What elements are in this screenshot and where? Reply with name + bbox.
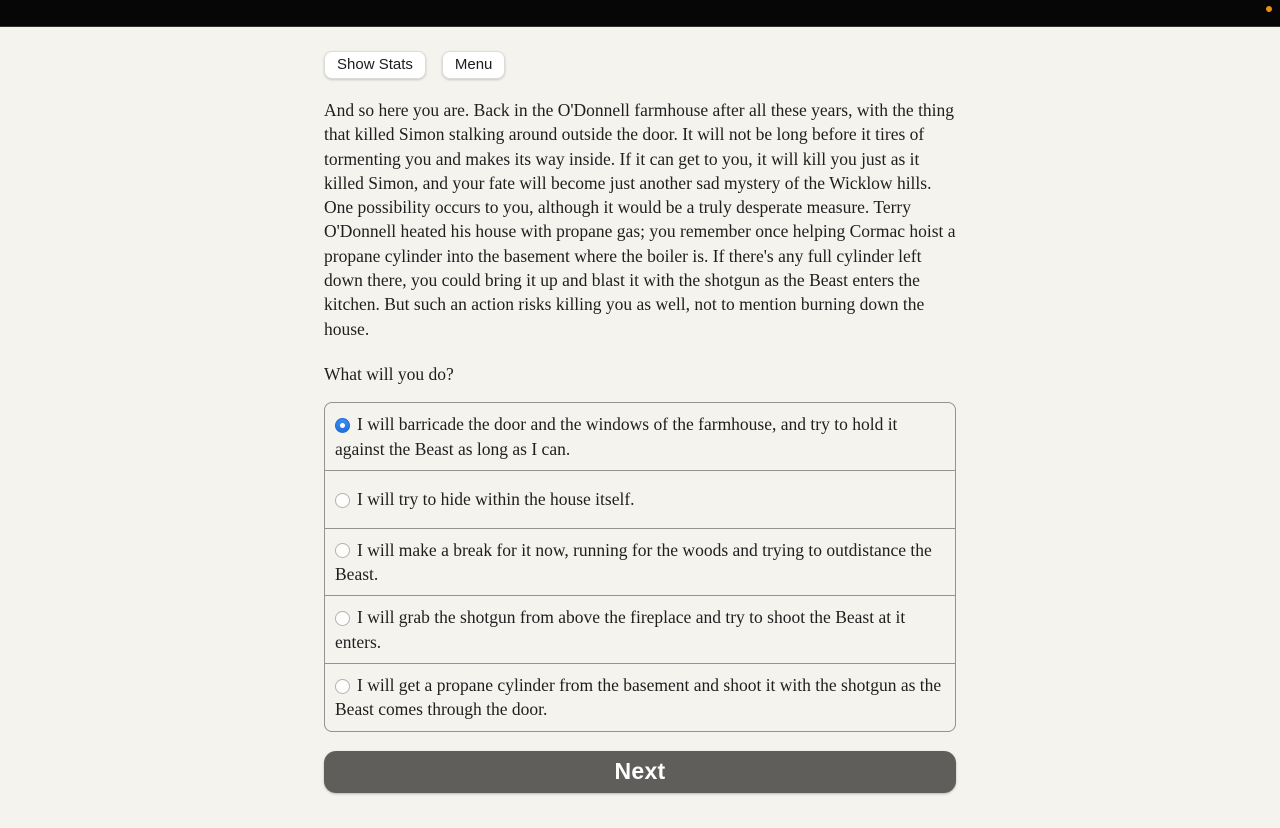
choice-option-label: I will get a propane cylinder from the basement and shoot it with the shotgun as the Beast comes through the door. xyxy=(335,675,942,720)
radio-unselected-icon[interactable] xyxy=(335,493,350,508)
radio-unselected-icon[interactable] xyxy=(335,679,350,694)
next-button[interactable]: Next xyxy=(324,751,956,793)
radio-unselected-icon[interactable] xyxy=(335,543,350,558)
recording-indicator-dot xyxy=(1266,6,1272,12)
game-page xyxy=(324,27,956,793)
choice-prompt: What will you do? xyxy=(324,363,454,384)
choice-option-2[interactable] xyxy=(325,470,955,528)
toolbar xyxy=(324,51,956,79)
choice-option-3[interactable] xyxy=(325,528,955,596)
choice-option-label: I will grab the shotgun from above the fireplace and try to shoot the Beast at it enters. xyxy=(335,607,906,652)
radio-unselected-icon[interactable] xyxy=(335,611,350,626)
choice-option-5[interactable] xyxy=(325,663,955,731)
choice-option-label: I will try to hide within the house itself. xyxy=(335,487,635,511)
choice-option-label: I will make a break for it now, running for the woods and trying to outdistance the Beast. xyxy=(335,539,932,585)
choice-option-4[interactable] xyxy=(325,595,955,663)
choice-option-label: I will barricade the door and the windows of the farmhouse, and try to hold it against the Beast as long as I can. xyxy=(335,414,898,459)
choice-option-1[interactable] xyxy=(325,403,955,470)
menu-button[interactable]: Menu xyxy=(442,51,506,79)
choice-list xyxy=(324,402,956,731)
system-status-bar xyxy=(0,0,1280,27)
radio-selected-icon[interactable] xyxy=(335,418,350,433)
story-paragraph: And so here you are. Back in the O'Donnell farmhouse after all these years, with the thing that killed Simon stalking around outside the door. It will not be long before it tires of tormenting you and makes its way inside. If it can get to you, it will kill you just as it killed Simon, and your fate will become just another sad mystery of the Wicklow hills. One possibility occurs to you, although it would be a truly desperate measure. Terry O'Donnell heated his house with propane gas; you remember once helping Cormac hoist a propane cylinder into the basement where the boiler is. If there's any full cylinder left down there, you could bring it up and blast it with the shotgun as the Beast enters the kitchen. But such an action risks killing you as well, not to mention burning down the house. xyxy=(324,100,956,339)
show-stats-button[interactable]: Show Stats xyxy=(324,51,426,79)
